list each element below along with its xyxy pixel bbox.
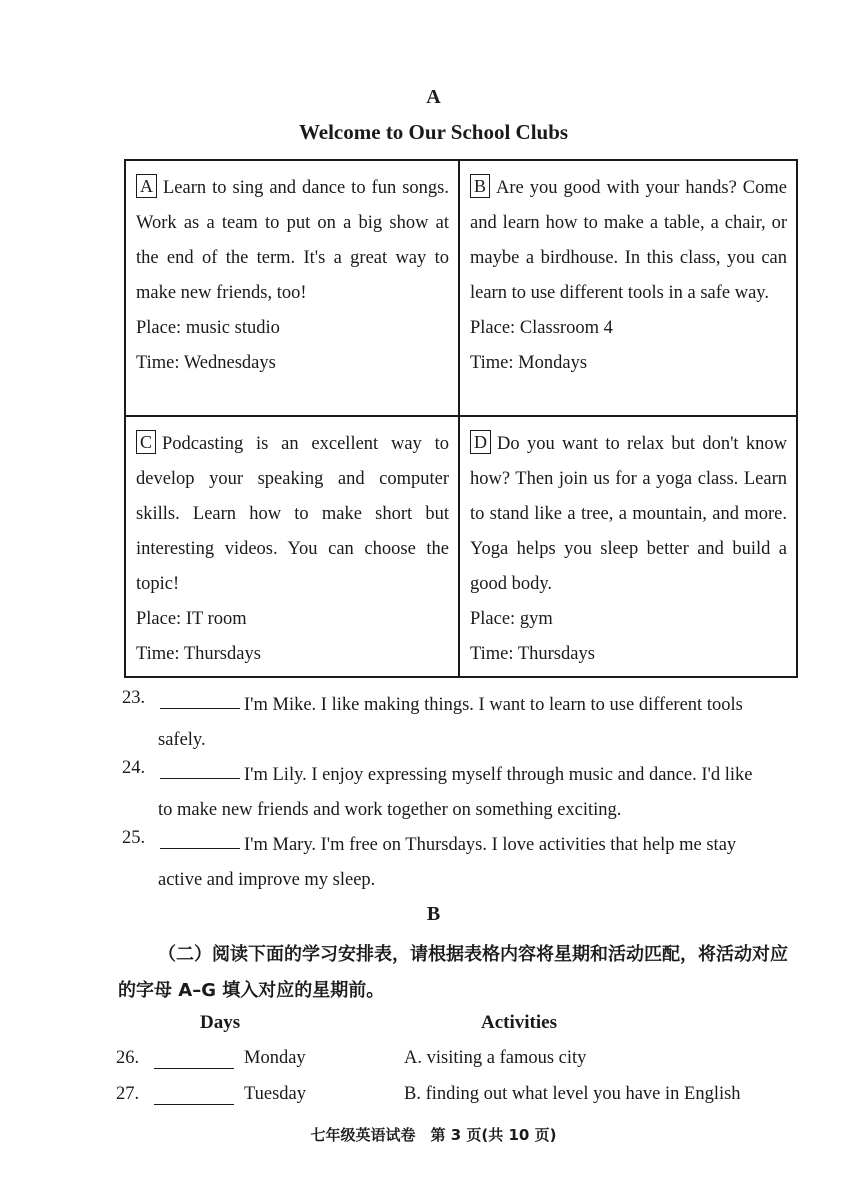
club-cell-c xyxy=(126,417,460,676)
clubs-table xyxy=(124,159,798,678)
club-d-place: Place: gym xyxy=(470,609,553,629)
question-number: 26. xyxy=(116,1048,140,1068)
club-cell-a xyxy=(126,161,460,417)
activity-option-a: A. visiting a famous city xyxy=(404,1048,587,1068)
question-number: 25. xyxy=(122,828,146,848)
club-b-letter: B xyxy=(470,174,490,198)
question-number: 23. xyxy=(122,688,146,708)
section-a-heading: A xyxy=(426,86,441,108)
question-text-cont: active and improve my sleep. xyxy=(158,870,376,890)
page-title: Welcome to Our School Clubs xyxy=(298,120,569,144)
club-b-description: B Are you good with your hands? Come and learn how to make a table, a chair, or maybe a birdhouse. In this class, you can learn to use different tools in a safe way. xyxy=(470,176,787,303)
instruction-text: （二）阅读下面的学习安排表，请根据表格内容将星期和活动匹配，将活动对应的字母 A–G 填入对应的星期前。 xyxy=(118,944,788,1001)
section-b-heading: B xyxy=(426,903,441,925)
question-25 xyxy=(122,828,802,898)
club-d-time: Time: Thursdays xyxy=(470,644,595,664)
question-text-cont: safely. xyxy=(158,730,206,750)
club-c-time: Time: Thursdays xyxy=(136,644,261,664)
club-d-letter: D xyxy=(470,430,491,454)
answer-blank[interactable] xyxy=(154,1104,234,1105)
activity-option-b: B. finding out what level you have in English xyxy=(404,1084,741,1104)
question-number: 24. xyxy=(122,758,146,778)
question-text: I'm Mary. I'm free on Thursdays. I love activities that help me stay xyxy=(244,835,737,855)
club-cell-b xyxy=(460,161,796,417)
club-a-time: Time: Wednesdays xyxy=(136,353,276,373)
question-text: I'm Lily. I enjoy expressing myself through music and dance. I'd like xyxy=(244,765,753,785)
day-label: Monday xyxy=(244,1048,306,1068)
club-b-place: Place: Classroom 4 xyxy=(470,318,613,338)
days-header: Days xyxy=(200,1012,241,1033)
answer-blank[interactable] xyxy=(160,708,240,709)
answer-blank[interactable] xyxy=(160,778,240,779)
club-a-description: A Learn to sing and dance to fun songs. Work as a team to put on a big show at the end of the term. It's a great way to make new friends, too! xyxy=(136,176,449,303)
question-24 xyxy=(122,758,802,828)
question-23 xyxy=(122,688,802,758)
match-row-27 xyxy=(116,1084,376,1114)
day-label: Tuesday xyxy=(244,1084,307,1104)
question-text: I'm Mike. I like making things. I want to learn to use different tools xyxy=(244,695,743,715)
activities-header: Activities xyxy=(481,1012,557,1033)
club-c-place: Place: IT room xyxy=(136,609,247,629)
club-a-letter: A xyxy=(136,174,157,198)
question-text-cont: to make new friends and work together on something exciting. xyxy=(158,800,622,820)
club-b-time: Time: Mondays xyxy=(470,353,588,373)
match-row-26 xyxy=(116,1048,376,1078)
page-footer: 七年级英语试卷 第 3 页(共 10 页) xyxy=(310,1126,557,1144)
answer-blank[interactable] xyxy=(160,848,240,849)
club-c-description: C Podcasting is an excellent way to develop your speaking and computer skills. Learn how to make short but interesting videos. You can choose the topic! xyxy=(136,432,449,594)
club-cell-d xyxy=(460,417,796,676)
answer-blank[interactable] xyxy=(154,1068,234,1069)
club-c-letter: C xyxy=(136,430,156,454)
club-d-description: D Do you want to relax but don't know how? Then join us for a yoga class. Learn to stand like a tree, a mountain, and more. Yoga helps you sleep better and build a good body. xyxy=(470,432,787,594)
club-a-place: Place: music studio xyxy=(136,318,280,338)
question-number: 27. xyxy=(116,1084,140,1104)
